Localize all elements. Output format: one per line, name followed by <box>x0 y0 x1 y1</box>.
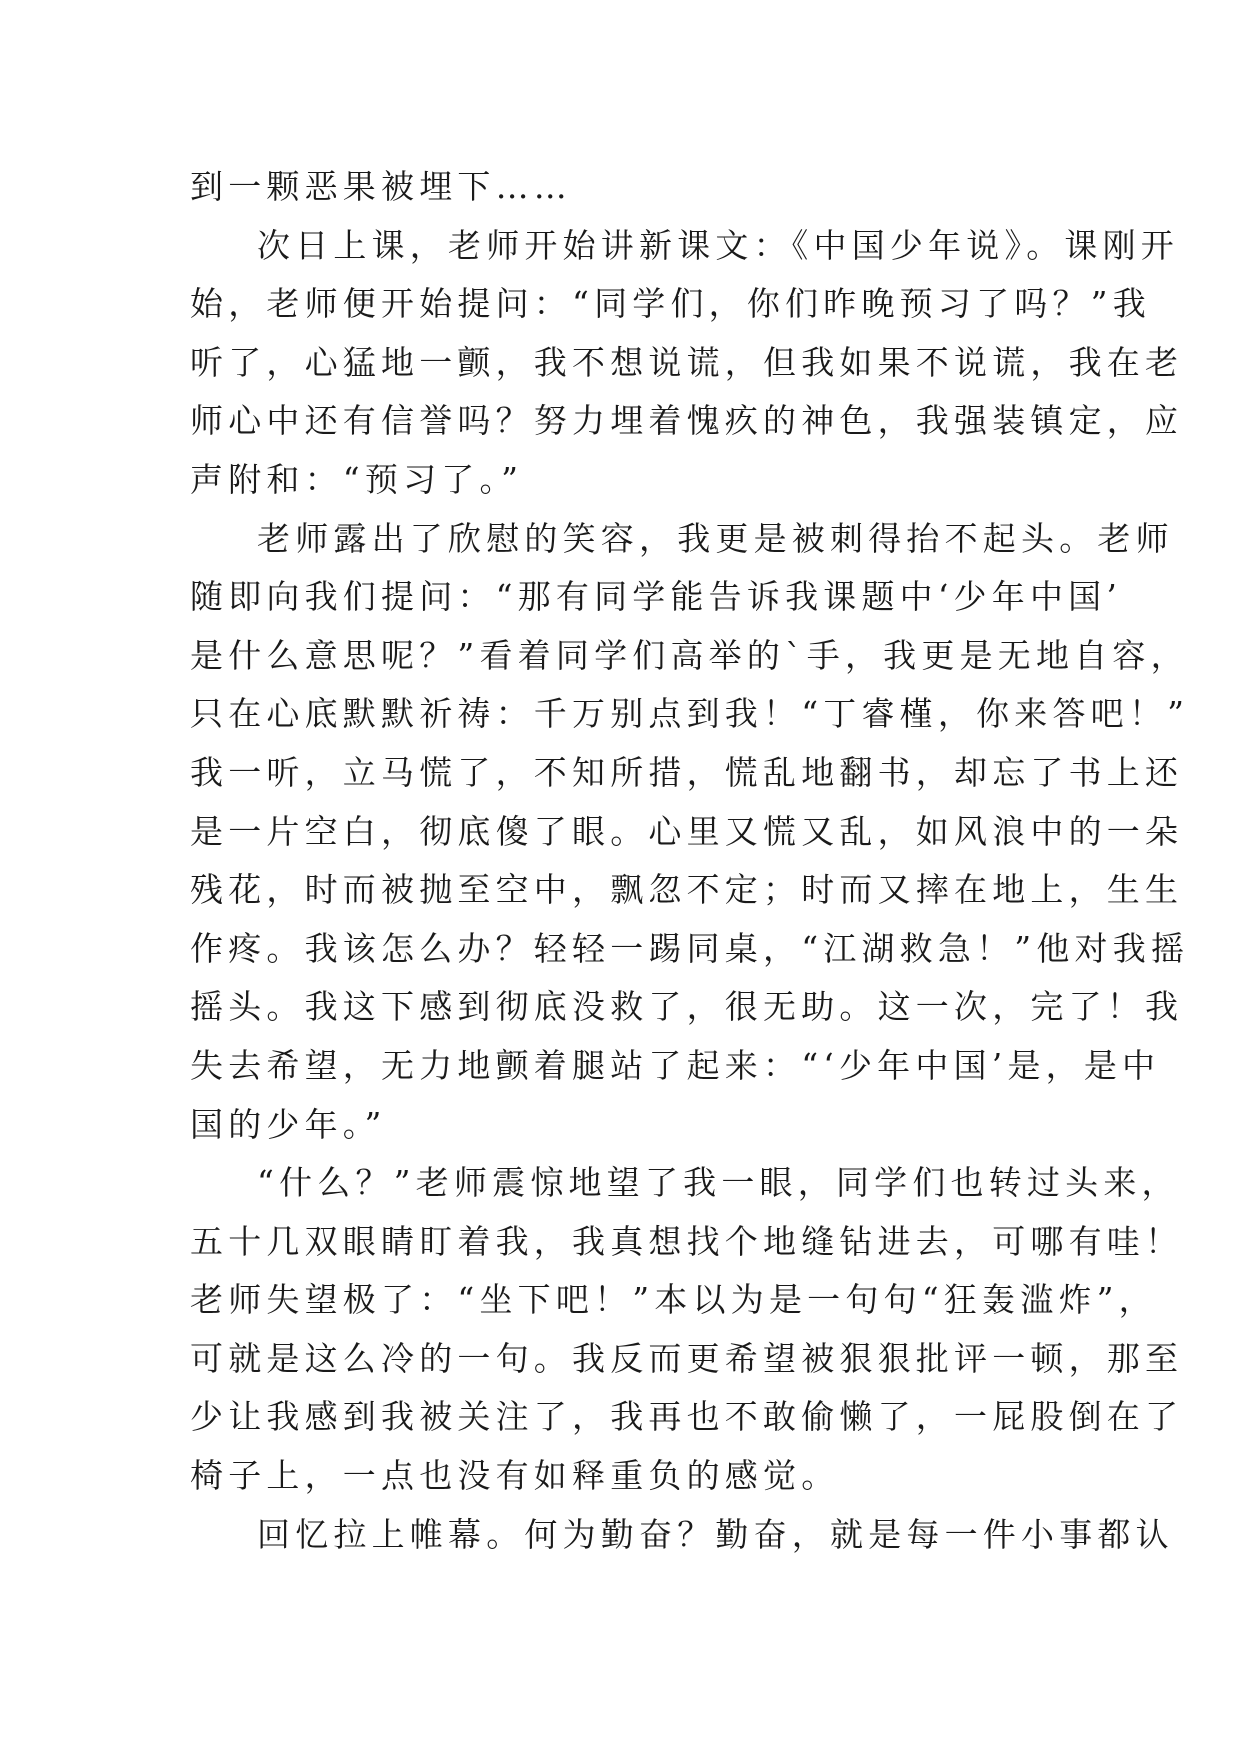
text-line: 作疼。我该怎么办？轻轻一踢同桌，“江湖救急！”他对我摇 <box>190 928 1190 968</box>
text-line: 国的少年。” <box>190 1104 387 1144</box>
text-line: 随即向我们提问：“那有同学能告诉我课题中‘少年中国’ <box>190 577 1123 617</box>
text-line: 少让我感到我被关注了，我再也不敢偷懒了，一屁股倒在了 <box>190 1397 1184 1437</box>
text-line: 是一片空白，彻底傻了眼。心里又慌又乱，如风浪中的一朵 <box>190 811 1184 851</box>
text-line: 声附和：“预习了。” <box>190 459 524 499</box>
text-line: 听了，心猛地一颤，我不想说谎，但我如果不说谎，我在老 <box>190 342 1184 382</box>
text-line: 五十几双眼睛盯着我，我真想找个地缝钻进去，可哪有哇！ <box>190 1221 1184 1261</box>
essay-body <box>190 158 1190 1564</box>
text-line: 师心中还有信誉吗？努力埋着愧疚的神色，我强装镇定，应 <box>190 401 1184 441</box>
text-line: 老师失望极了：“坐下吧！”本以为是一句句“狂轰滥炸”， <box>190 1280 1157 1320</box>
text-line: 我一听，立马慌了，不知所措，慌乱地翻书，却忘了书上还 <box>190 752 1184 792</box>
text-line: 回忆拉上帷幕。何为勤奋？勤奋，就是每一件小事都认 <box>257 1514 1174 1554</box>
text-line: 是什么意思呢？”看着同学们高举的`手，我更是无地自容， <box>190 635 1189 675</box>
text-line: 可就是这么冷的一句。我反而更希望被狠狠批评一顿，那至 <box>190 1338 1184 1378</box>
text-line: 次日上课，老师开始讲新课文：《中国少年说》。课刚开 <box>257 225 1179 265</box>
text-line: 失去希望，无力地颤着腿站了起来：“‘少年中国’是，是中 <box>190 1045 1161 1085</box>
text-line: “什么？”老师震惊地望了我一眼，同学们也转过头来， <box>257 1163 1180 1203</box>
text-line: 椅子上，一点也没有如释重负的感觉。 <box>190 1456 840 1496</box>
text-line: 到一颗恶果被埋下…… <box>190 167 572 206</box>
text-line: 残花，时而被抛至空中，飘忽不定；时而又摔在地上，生生 <box>190 870 1184 910</box>
text-line: 老师露出了欣慰的笑容，我更是被刺得抬不起头。老师 <box>257 518 1174 558</box>
text-line: 始，老师便开始提问：“同学们，你们昨晚预习了吗？”我 <box>190 284 1151 324</box>
text-line: 只在心底默默祈祷：千万别点到我！“丁睿槿，你来答吧！” <box>190 694 1190 734</box>
text-line: 摇头。我这下感到彻底没救了，很无助。这一次，完了！我 <box>190 987 1184 1027</box>
